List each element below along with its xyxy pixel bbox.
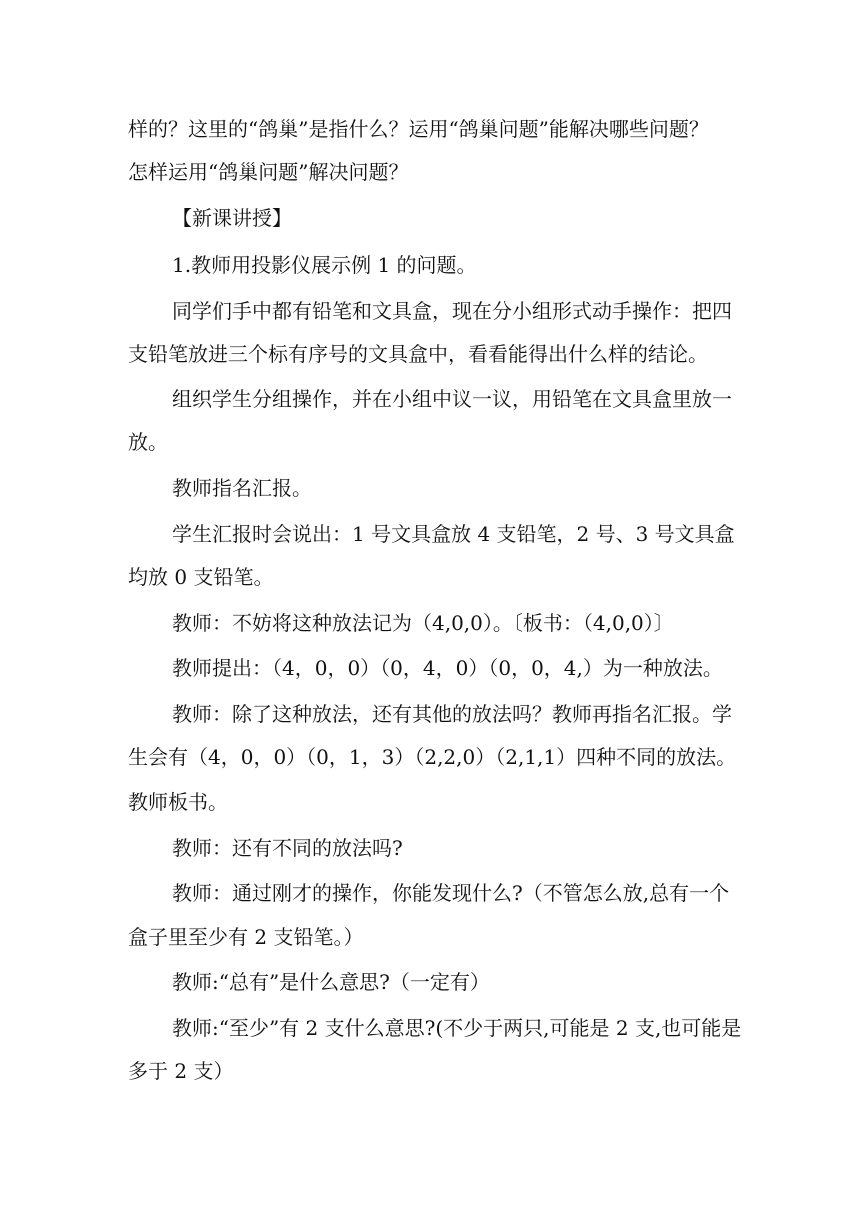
- text-line-6: 支铅笔放进三个标有序号的文具盒中，看看能得出什么样的结论。: [128, 342, 708, 366]
- text-line-17: 教师：还有不同的放法吗?: [172, 836, 403, 860]
- section-heading: 【新课讲授】: [172, 206, 292, 230]
- text-line-10: 学生汇报时会说出：1 号文具盒放 4 支铅笔，2 号、3 号文具盒: [172, 522, 735, 546]
- text-line-15: 生会有（4，0，0）（0，1，3）（2,2,0）（2,1,1）四种不同的放法。: [128, 745, 737, 769]
- text-line-19: 盒子里至少有 2 支铅笔。）: [128, 925, 364, 949]
- text-line-20: 教师:“总有”是什么意思?（一定有）: [172, 970, 490, 994]
- text-line-2: 怎样运用“鸽巢问题”解决问题？: [128, 160, 409, 184]
- text-line-9: 教师指名汇报。: [172, 476, 312, 500]
- text-line-5: 同学们手中都有铅笔和文具盒，现在分小组形式动手操作：把四: [172, 299, 732, 323]
- text-line-12: 教师：不妨将这种放法记为（4,0,0）。〔板书：（4,0,0）〕: [172, 611, 674, 635]
- text-line-22: 多于 2 支）: [128, 1059, 234, 1083]
- text-line-7: 组织学生分组操作，并在小组中议一议，用铅笔在文具盒里放一: [172, 387, 732, 411]
- text-line-11: 均放 0 支铅笔。: [128, 565, 274, 589]
- text-line-21: 教师:“至少”有 2 支什么意思?(不少于两只,可能是 2 支,也可能是: [172, 1016, 742, 1040]
- text-line-1: 样的？这里的“鸽巢”是指什么？运用“鸽巢问题”能解决哪些问题？: [128, 117, 709, 141]
- text-line-16: 教师板书。: [128, 790, 228, 814]
- text-line-13: 教师提出：（4，0，0）（0，4，0）（0，0，4,）为一种放法。: [172, 656, 723, 680]
- text-line-18: 教师：通过刚才的操作，你能发现什么?（不管怎么放,总有一个: [172, 881, 730, 905]
- text-line-8: 放。: [128, 430, 168, 454]
- text-line-4: 1.教师用投影仪展示例 1 的问题。: [172, 253, 477, 277]
- text-line-14: 教师：除了这种放法，还有其他的放法吗？教师再指名汇报。学: [172, 702, 732, 726]
